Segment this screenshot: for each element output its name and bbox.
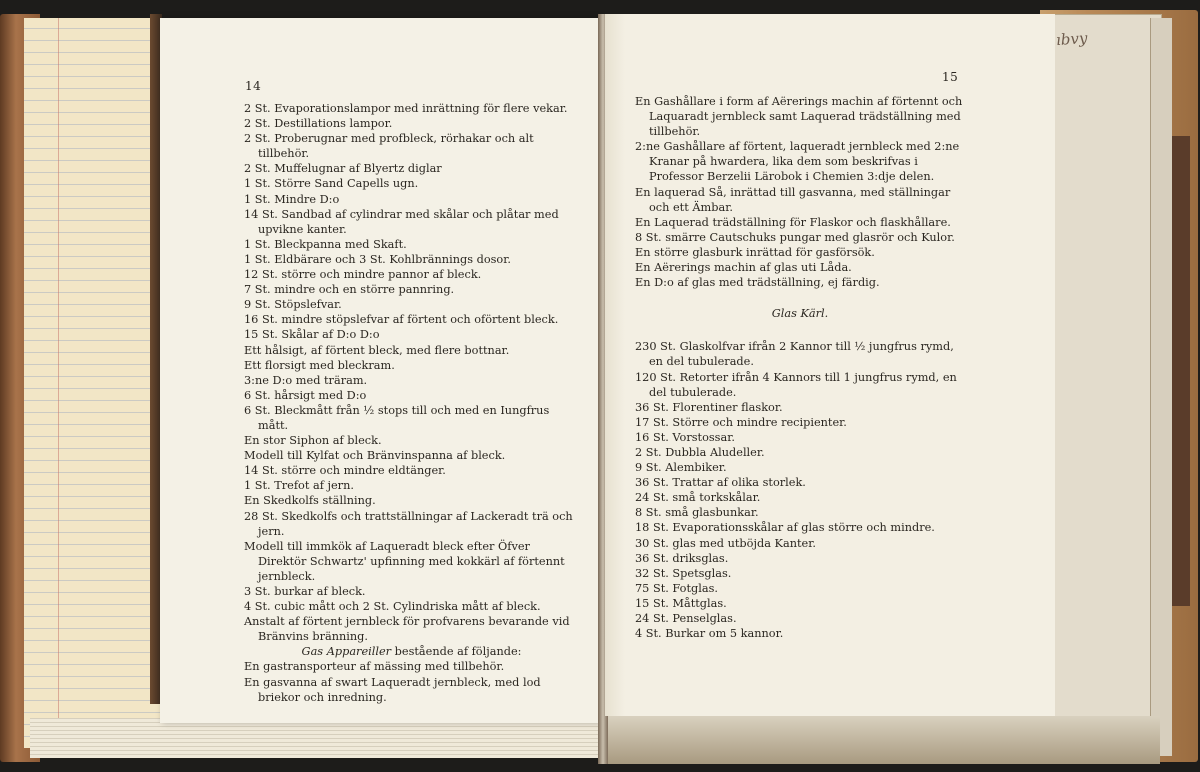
bottom-strip — [600, 716, 1160, 764]
right-entries-b — [635, 339, 965, 641]
gas-appareiller-heading — [244, 644, 579, 659]
inventory-entry: 3:ne D:o med träram. — [244, 373, 368, 387]
inventory-entry: 7 St. mindre och en större pannring. — [244, 283, 455, 297]
inventory-entry: 8 St. små glasbunkar. — [635, 506, 759, 520]
inventory-entry: 36 St. Florentiner flaskor. — [635, 400, 783, 414]
inventory-entry: 230 St. Glaskolfvar ifrån 2 Kannor till ½ jungfrus rymd, en del tubulerade. — [635, 340, 954, 369]
inventory-entry: 36 St. driksglas. — [635, 551, 729, 565]
inventory-entry: 32 St. Spetsglas. — [635, 566, 732, 580]
inventory-entry: 30 St. glas med utböjda Kanter. — [635, 536, 816, 550]
inventory-entry: 12 St. större och mindre pannor af bleck. — [244, 268, 482, 282]
left-page — [160, 18, 600, 723]
inventory-entry: 36 St. Trattar af olika storlek. — [635, 476, 806, 490]
inventory-entry: 75 St. Fotglas. — [635, 581, 718, 595]
inventory-entry: 4 St. Burkar om 5 kannor. — [635, 627, 784, 641]
inventory-entry: En stor Siphon af bleck. — [244, 434, 382, 448]
inventory-entry: Ett florsigt med bleckram. — [244, 358, 395, 372]
inventory-entry: En gastransporteur af mässing med tillbehör. — [244, 660, 505, 674]
inventory-entry: En gasvanna af swart Laqueradt jernbleck, med lod briekor och inredning. — [244, 675, 541, 704]
inventory-entry: 3 St. burkar af bleck. — [244, 585, 366, 598]
left-entries-b — [244, 659, 579, 704]
inventory-entry: Anstalt af förtent jernbleck för profvarens bevarande vid Bränvins bränning. — [244, 615, 570, 644]
inventory-entry: 2 St. Muffelugnar af Blyertz diglar — [244, 162, 442, 176]
inventory-entry: 14 St. Sandbad af cylindrar med skålar och plåtar med upvikne kanter. — [244, 207, 559, 236]
right-board-edge — [1150, 18, 1172, 756]
inventory-entry: 16 St. mindre stöpslefvar af förtent och oförtent bleck. — [244, 313, 559, 327]
inventory-entry: En Gashållare i form af Aërerings machin af förtennt och Laquaradt jernbleck samt Laquerad trädställning med tillbehör. — [635, 95, 963, 139]
inventory-entry: 15 St. Måttglas. — [635, 596, 727, 610]
inventory-entry: 18 St. Evaporationsskålar af glas större och mindre. — [635, 521, 935, 535]
inventory-entry: 1 St. Eldbärare och 3 St. Kohlbrännings dosor. — [244, 252, 511, 266]
right-entries-a — [635, 94, 965, 290]
inventory-entry: 15 St. Skålar af D:o D:o — [244, 328, 380, 342]
inventory-entry: En laquerad Så, inrättad till gasvanna, med ställningar och ett Ämbar. — [635, 185, 951, 214]
glas-karl-heading: Glas Kärl. — [771, 307, 829, 321]
page-number-right: 15 — [942, 70, 959, 84]
gas-heading-italic: Gas Appareiller — [301, 645, 392, 659]
right-page-text — [635, 94, 965, 641]
inventory-entry: En Laquerad trädställning för Flaskor och flaskhållare. — [635, 215, 951, 229]
inventory-entry: En D:o af glas med trädställning, ej färdig. — [635, 276, 880, 290]
margin-scribble: ıbvy — [1055, 28, 1088, 50]
gas-heading-rest: bestående af följande: — [391, 645, 522, 659]
inventory-entry: En Skedkolfs ställning. — [244, 494, 376, 508]
inventory-entry: 9 St. Alembiker. — [635, 461, 727, 475]
right-page — [605, 14, 1055, 716]
inventory-entry: 28 St. Skedkolfs och trattställningar af Lackeradt trä och jern. — [244, 509, 573, 538]
inventory-entry: 2 St. Destillations lampor. — [244, 117, 393, 131]
inventory-entry: 1 St. Bleckpanna med Skaft. — [244, 237, 407, 251]
inventory-entry: 1 St. Större Sand Capells ugn. — [244, 177, 419, 191]
inventory-entry: 4 St. cubic mått och 2 St. Cylindriska mått af bleck. — [244, 600, 541, 614]
inventory-entry: En större glasburk inrättad för gasförsök. — [635, 245, 875, 259]
inventory-entry: 1 St. Trefot af jern. — [244, 479, 354, 493]
inventory-entry: Ett hålsigt, af förtent bleck, med flere bottnar. — [244, 343, 510, 357]
inventory-entry: 1 St. Mindre D:o — [244, 192, 340, 206]
inventory-entry: En Aërerings machin af glas uti Låda. — [635, 261, 852, 275]
inventory-entry: Modell till Kylfat och Bränvinspanna af bleck. — [244, 449, 506, 463]
left-entries-a — [244, 101, 579, 644]
page-stack-edge — [30, 718, 610, 758]
inventory-entry: 24 St. små torkskålar. — [635, 491, 761, 505]
inventory-entry: 2 St. Proberugnar med profbleck, rörhakar och alt tillbehör. — [244, 132, 534, 161]
inventory-entry: 6 St. hårsigt med D:o — [244, 388, 367, 402]
inventory-entry: 120 St. Retorter ifrån 4 Kannors till 1 jungfrus rymd, en del tubulerade. — [635, 370, 957, 399]
page-number-left: 14 — [245, 79, 262, 93]
inventory-entry: 24 St. Penselglas. — [635, 612, 737, 625]
right-board — [1052, 14, 1162, 756]
inventory-entry: 16 St. Vorstossar. — [635, 430, 735, 444]
inventory-entry: 14 St. större och mindre eldtänger. — [244, 464, 446, 478]
inventory-entry: 2:ne Gashållare af förtent, laqueradt jernbleck med 2:ne Kranar på hwardera, lika dem som beskrifvas i Professor Berzelii Lärobok i Chemien 3:dje delen. — [635, 140, 960, 184]
inventory-entry: 2 St. Evaporationslampor med inrättning för flere vekar. — [244, 102, 568, 115]
inventory-entry: 9 St. Stöpslefvar. — [244, 298, 342, 312]
left-page-text — [244, 101, 579, 705]
dark-tab — [1172, 136, 1190, 606]
inventory-entry: 17 St. Större och mindre recipienter. — [635, 415, 847, 429]
inventory-entry: Modell till immkök af Laqueradt bleck efter Öfver Direktör Schwartz' upfinning med kokkärl af förtennt jernbleck. — [244, 539, 565, 583]
inventory-entry: 6 St. Bleckmått från ½ stops till och med en Iungfrus mått. — [244, 403, 550, 432]
inventory-entry: 2 St. Dubbla Aludeller. — [635, 445, 765, 459]
inventory-entry: 8 St. smärre Cautschuks pungar med glasrör och Kulor. — [635, 230, 955, 244]
